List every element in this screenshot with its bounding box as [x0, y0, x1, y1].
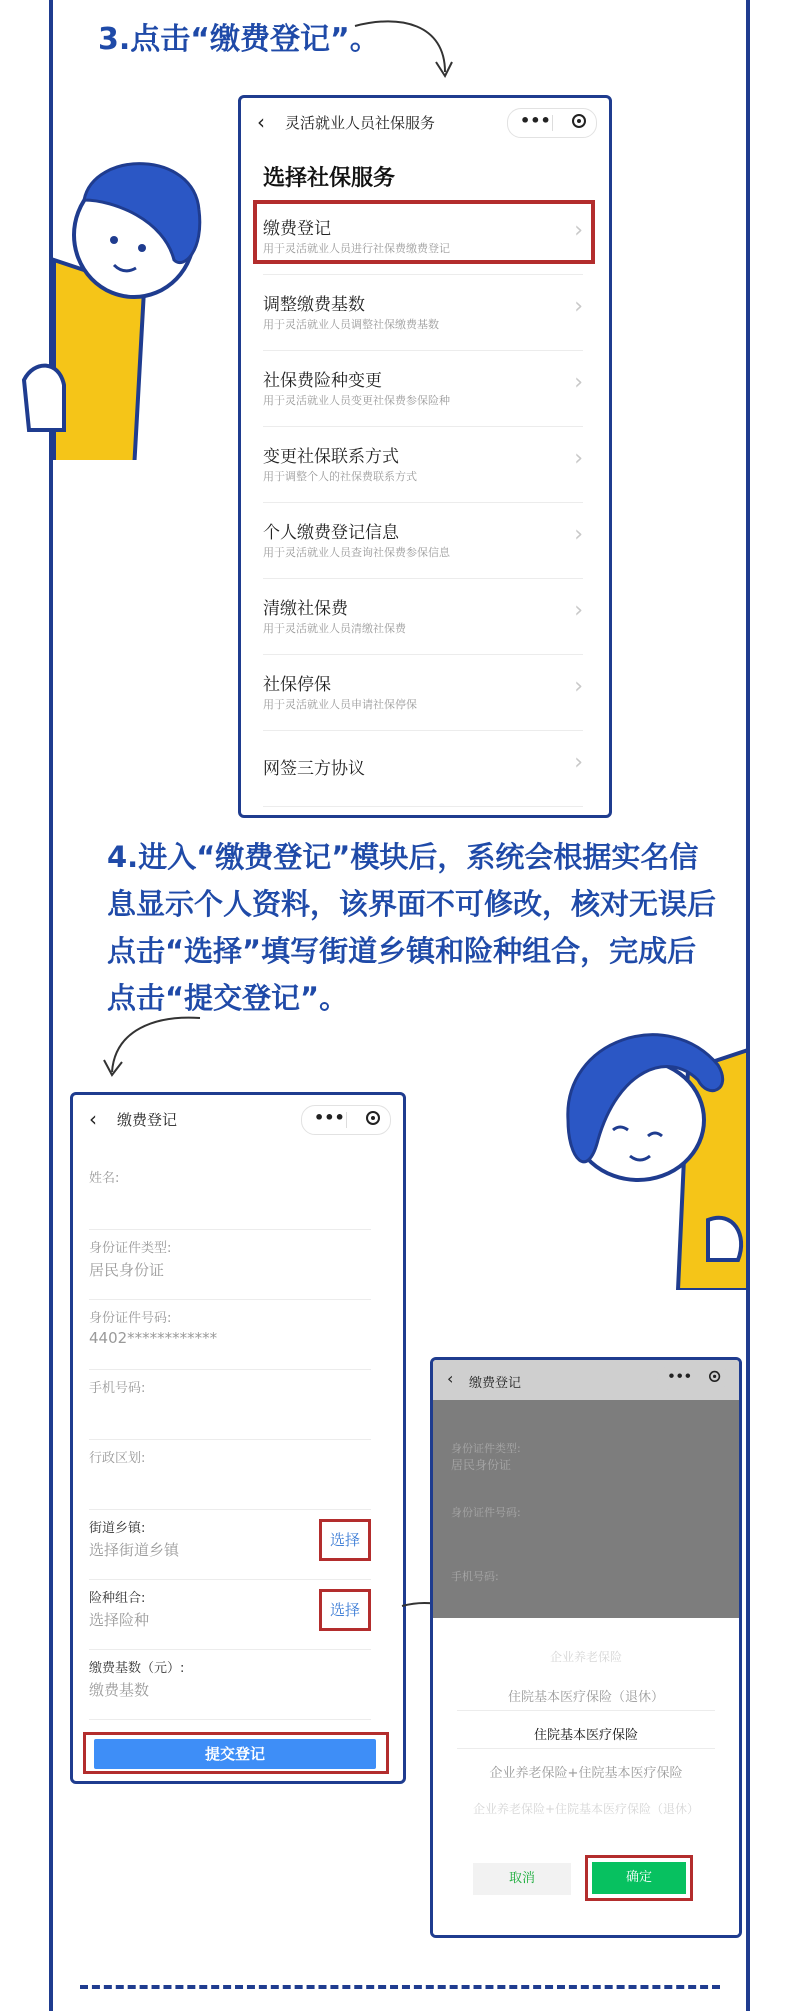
service-title: 缴费登记: [263, 219, 331, 239]
service-item-adjust-base[interactable]: [263, 274, 583, 351]
curved-arrow-icon: [350, 14, 460, 84]
id-number-field: [89, 1301, 371, 1370]
service-desc: 用于灵活就业人员进行社保费缴费登记: [263, 242, 450, 255]
girl-illustration: [558, 1010, 750, 1290]
step4-instructions: 4.进入“缴费登记”模块后，系统会根据实名信息显示个人资料，该界面不可修改，核对无误后点击“选择”填写街道乡镇和险种组合，完成后点击“提交登记”。: [107, 840, 717, 1015]
navbar: [73, 1095, 403, 1143]
more-icon[interactable]: •••: [667, 1368, 692, 1384]
name-field: [89, 1161, 371, 1230]
select-street-button[interactable]: 选择: [319, 1519, 371, 1561]
back-icon[interactable]: ‹: [257, 110, 265, 134]
cancel-button[interactable]: 取消: [473, 1863, 571, 1895]
close-miniprogram-icon[interactable]: [366, 1111, 380, 1125]
insurance-input[interactable]: 选择险种: [89, 1611, 150, 1629]
miniprogram-capsule: [657, 1366, 729, 1390]
picker-option[interactable]: 企业养老保险: [549, 1650, 622, 1664]
service-desc: 用于灵活就业人员申请社保停保: [263, 698, 417, 711]
service-desc: 用于调整个人的社保费联系方式: [263, 470, 417, 483]
nav-title: 灵活就业人员社保服务: [285, 114, 436, 132]
curved-arrow-icon: [100, 1010, 210, 1080]
service-desc: 用于灵活就业人员调整社保缴费基数: [263, 318, 439, 331]
base-field: [89, 1651, 371, 1720]
more-icon[interactable]: •••: [314, 1108, 345, 1127]
back-icon[interactable]: ‹: [447, 1369, 454, 1388]
street-input[interactable]: 选择街道乡镇: [89, 1541, 180, 1559]
navbar: [433, 1360, 739, 1400]
field-label: 手机号码:: [89, 1381, 146, 1396]
field-label: 街道乡镇:: [89, 1521, 146, 1536]
service-title: 清缴社保费: [263, 599, 348, 619]
nav-title: 缴费登记: [117, 1111, 178, 1129]
close-miniprogram-icon[interactable]: [572, 114, 586, 128]
highlight-box: [83, 1732, 389, 1774]
field-label: 身份证件类型:: [89, 1241, 172, 1256]
service-title: 个人缴费登记信息: [263, 523, 399, 543]
field-label: 手机号码:: [451, 1570, 499, 1583]
chevron-right-icon: ›: [574, 370, 583, 395]
picker-option[interactable]: 企业养老保险+住院基本医疗保险（退休）: [472, 1802, 700, 1816]
phone-insurance-picker: [430, 1357, 742, 1938]
capsule-divider: [346, 1112, 347, 1128]
field-label: 行政区划:: [89, 1451, 146, 1466]
field-label: 姓名:: [89, 1171, 120, 1186]
chevron-right-icon: ›: [574, 522, 583, 547]
field-label: 险种组合:: [89, 1591, 146, 1606]
submit-registration-button[interactable]: 提交登记: [94, 1739, 376, 1769]
field-label: 身份证件号码:: [451, 1506, 521, 1519]
region-field: [89, 1441, 371, 1510]
field-value: 4402************: [89, 1329, 218, 1347]
service-desc: 用于灵活就业人员查询社保费参保信息: [263, 546, 450, 559]
step3-heading: 3.点击“缴费登记”。: [98, 22, 380, 57]
nav-title: 缴费登记: [469, 1376, 522, 1391]
phone-number-field: [89, 1371, 371, 1440]
service-item-tripartite-agreement[interactable]: [263, 730, 583, 807]
phone-registration-form: [70, 1092, 406, 1784]
chevron-right-icon: ›: [574, 750, 583, 775]
confirm-button[interactable]: 确定: [592, 1862, 686, 1894]
field-value: 居民身份证: [451, 1458, 512, 1472]
page-border-right: [746, 0, 750, 2011]
service-title: 变更社保联系方式: [263, 447, 399, 467]
service-desc: 用于灵活就业人员变更社保费参保险种: [263, 394, 450, 407]
miniprogram-capsule: [507, 108, 597, 138]
chevron-right-icon: ›: [574, 598, 583, 623]
field-label: 缴费基数（元）:: [89, 1661, 185, 1676]
service-title: 调整缴费基数: [263, 295, 365, 315]
service-item-change-contact[interactable]: [263, 426, 583, 503]
insurance-field: [89, 1581, 371, 1650]
navbar: [241, 98, 609, 146]
chevron-right-icon: ›: [574, 674, 583, 699]
service-title: 社保费险种变更: [263, 371, 382, 391]
field-label: 身份证件号码:: [89, 1311, 172, 1326]
selection-divider: [457, 1710, 715, 1711]
service-title: 网签三方协议: [263, 759, 365, 779]
id-type-field: [89, 1231, 371, 1300]
select-insurance-button[interactable]: 选择: [319, 1589, 371, 1631]
picker-option[interactable]: 住院基本医疗保险（退休）: [507, 1690, 664, 1705]
highlight-box: [585, 1855, 693, 1901]
street-field: [89, 1511, 371, 1580]
chevron-right-icon: ›: [574, 446, 583, 471]
page-title: 选择社保服务: [263, 166, 396, 191]
picker-option-selected[interactable]: 住院基本医疗保险: [533, 1728, 638, 1743]
field-label: 身份证件类型:: [451, 1442, 521, 1455]
service-title: 社保停保: [263, 675, 331, 695]
highlight-box: [253, 200, 595, 264]
selection-divider: [457, 1748, 715, 1749]
service-desc: 用于灵活就业人员清缴社保费: [263, 622, 406, 635]
service-item-change-insurance-type[interactable]: [263, 350, 583, 427]
back-icon[interactable]: ‹: [89, 1107, 97, 1131]
chevron-right-icon: ›: [574, 294, 583, 319]
close-miniprogram-icon[interactable]: [709, 1371, 720, 1382]
field-value: 居民身份证: [89, 1261, 165, 1279]
picker-sheet: [433, 1618, 739, 1935]
boy-illustration: [14, 140, 214, 460]
dashed-divider: [80, 1985, 720, 1989]
base-input[interactable]: 缴费基数: [89, 1681, 150, 1699]
chevron-right-icon: ›: [574, 218, 583, 243]
miniprogram-capsule: [301, 1105, 391, 1135]
dimmed-form: [433, 1400, 739, 1618]
capsule-divider: [552, 115, 553, 131]
picker-option[interactable]: 企业养老保险+住院基本医疗保险: [489, 1766, 683, 1781]
more-icon[interactable]: •••: [520, 111, 551, 130]
service-item-stop-insurance[interactable]: [263, 654, 583, 731]
service-item-registration-info[interactable]: [263, 502, 583, 579]
service-item-clear-payment[interactable]: [263, 578, 583, 655]
phone-service-list: [238, 95, 612, 818]
